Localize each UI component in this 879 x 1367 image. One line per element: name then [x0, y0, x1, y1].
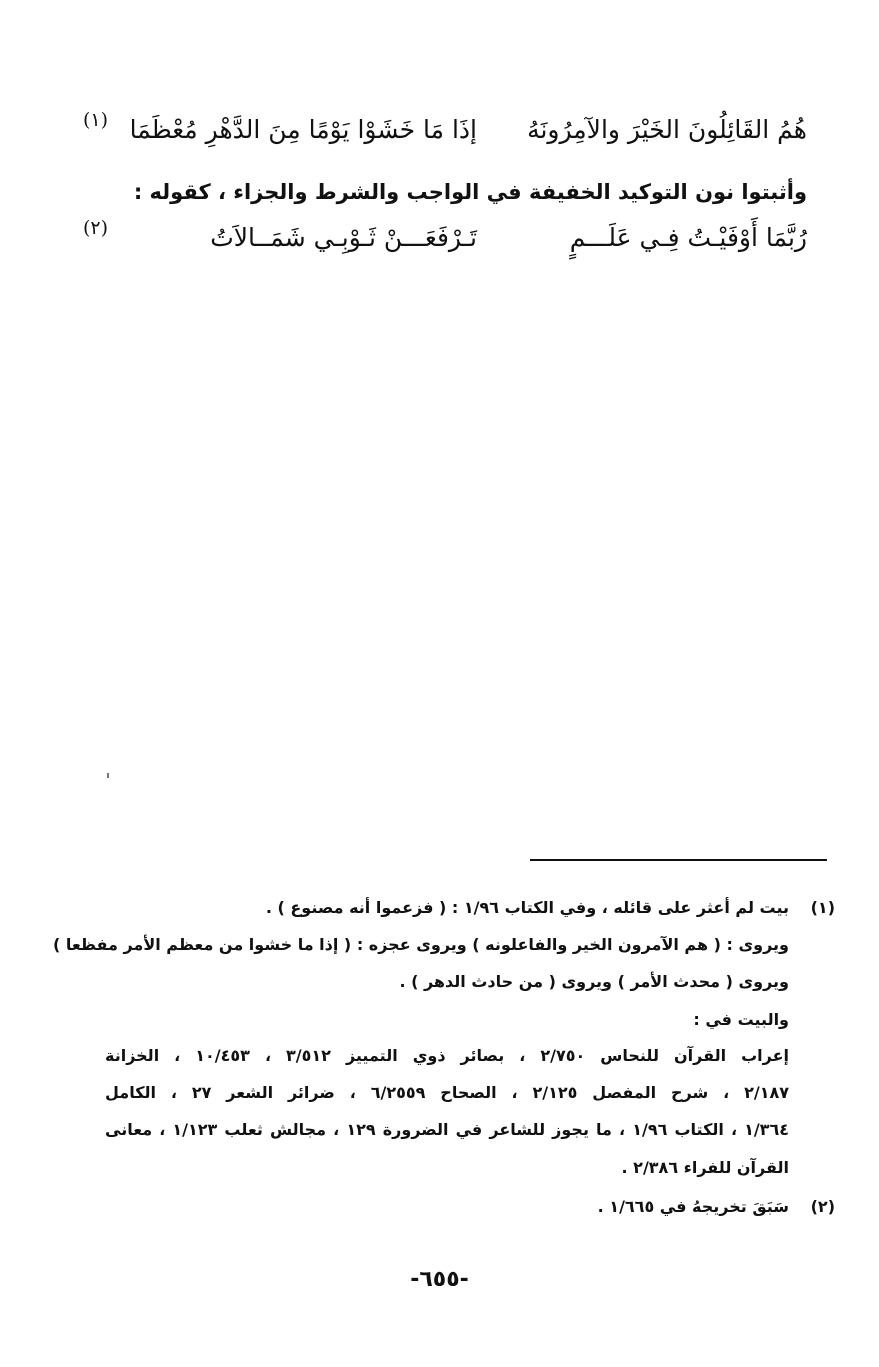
verse-1-first-hemistich: هُمُ القَائِلُونَ الخَيْرَ والآمِرُونَهُ	[527, 115, 807, 144]
footnote-reference-1: (١)	[83, 109, 109, 131]
footnote-text: ويروى ( محدث الأمر ) ويروى ( من حادث الدهر ) .	[399, 972, 789, 991]
footnote-1-line-5	[105, 1041, 789, 1071]
footnote-text: ١/٣٦٤ ، الكتاب ١/٩٦ ، ما يجوز للشاعر في الضرورة ١٢٩ ، مجالش ثعلب ١/١٢٣ ، معانى	[105, 1120, 790, 1139]
verse-line-1	[83, 102, 807, 158]
body-text-line: وأثبتوا نون التوكيد الخفيفة في الواجب والشرط والجزاء ، كقوله :	[133, 180, 807, 204]
footnote-reference-2: (٢)	[83, 217, 109, 239]
footnote-1-number: (١)	[810, 898, 835, 917]
verse-line-2	[83, 210, 807, 266]
scan-speck	[107, 773, 109, 778]
footnote-text: سَبَقَ تخريجهُ في ١/٦٦٥ .	[597, 1197, 789, 1216]
verse-1-second-hemistich: إذَا مَا خَشَوْا يَوْمًا مِنَ الدَّهْرِ مُعْظَمَا	[129, 115, 477, 144]
footnote-text: بيت لم أعثر على قائله ، وفي الكتاب ١/٩٦ : ( فزعموا أنه مصنوع ) .	[265, 898, 789, 917]
footnote-text: القرآن للفراء ٢/٣٨٦ .	[621, 1158, 789, 1177]
footnote-1-line-7	[105, 1115, 789, 1145]
footnote-2-number: (٢)	[810, 1197, 835, 1216]
page-number: -٦٥٥-	[410, 1267, 469, 1292]
footnote-text: ويروى : ( هم الآمرون الخير والفاعلونه ) ويروى عجزه : ( إذا ما خشوا من معظم الأمر مفظعا )	[52, 935, 789, 954]
footnote-separator-rule	[530, 859, 827, 861]
footnote-text: ٢/١٨٧ ، شرح المفصل ٢/١٢٥ ، الصحاح ٦/٢٥٥٩ ، ضرائر الشعر ٢٧ ، الكامل	[105, 1083, 789, 1102]
footnote-1-line-6	[105, 1078, 789, 1108]
verse-2-first-hemistich: رُبَّمَا أَوْفَيْـتُ فِـي عَلَـــمٍ	[569, 223, 807, 252]
footnote-text: إعراب القرآن للنحاس ٢/٧٥٠ ، بصائر ذوي التمييز ٣/٥١٢ ، ١٠/٤٥٣ ، الخزانة	[105, 1046, 790, 1065]
verse-2-second-hemistich: تَـرْفَعَـــنْ ثَـوْبِـي شَمَــالاَتُ	[210, 223, 477, 252]
footnote-text: والبيت في :	[693, 1010, 789, 1029]
